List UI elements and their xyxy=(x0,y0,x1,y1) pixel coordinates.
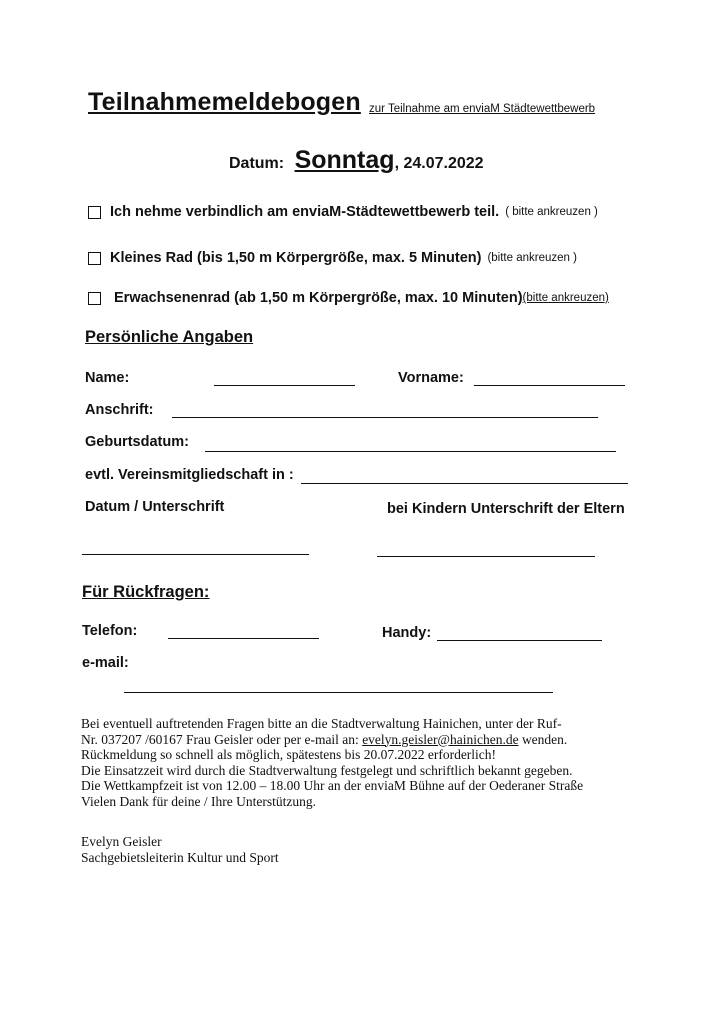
info-paragraph xyxy=(81,716,641,810)
vorname-field[interactable] xyxy=(474,385,625,386)
small-bike-checkbox[interactable] xyxy=(88,252,101,265)
info-line: Vielen Dank für deine / Ihre Unterstützung. xyxy=(81,793,316,809)
event-date xyxy=(229,146,484,175)
vorname-label: Vorname: xyxy=(398,370,464,386)
checkbox-label: Ich nehme verbindlich am enviaM-Städtewettbewerb teil. xyxy=(110,204,500,220)
telefon-field[interactable] xyxy=(168,638,319,639)
anschrift-field[interactable] xyxy=(172,417,598,418)
verein-field[interactable] xyxy=(301,483,628,484)
handy-field[interactable] xyxy=(437,640,602,641)
checkbox-label: Erwachsenenrad (ab 1,50 m Körpergröße, max. 10 Minuten) xyxy=(114,290,523,306)
info-text: wenden. xyxy=(521,731,568,747)
date-value: , 24.07.2022 xyxy=(394,155,484,172)
geburtsdatum-field[interactable] xyxy=(205,451,616,452)
checkbox-hint: ( bitte ankreuzen ) xyxy=(505,206,598,218)
geburtsdatum-label: Geburtsdatum: xyxy=(85,434,189,450)
checkbox-label: Kleines Rad (bis 1,50 m Körpergröße, max. 5 Minuten) xyxy=(110,250,482,266)
participation-checkbox[interactable] xyxy=(88,206,101,219)
info-line: Die Einsatzzeit wird durch die Stadtverwaltung festgelegt und schriftlich bekannt gegeben. xyxy=(81,762,573,778)
email-link[interactable]: evelyn.geisler@hainichen.de xyxy=(362,731,519,747)
parent-signature-field[interactable] xyxy=(377,556,595,557)
verein-label: evtl. Vereinsmitgliedschaft in : xyxy=(85,467,294,483)
checkbox-hint: (bitte ankreuzen) xyxy=(522,292,609,304)
checkbox-row-small-bike xyxy=(88,250,577,266)
checkbox-hint: (bitte ankreuzen ) xyxy=(487,252,577,264)
checkbox-row-participation xyxy=(88,204,598,220)
signature-field[interactable] xyxy=(82,554,309,555)
form-subtitle: zur Teilnahme am enviaM Städtewettbewerb xyxy=(369,103,596,115)
date-day: Sonntag xyxy=(294,146,395,174)
email-field[interactable] xyxy=(124,692,553,693)
signer-name: Evelyn Geisler xyxy=(81,834,162,849)
checkbox-row-adult-bike xyxy=(88,290,609,306)
handy-label: Handy: xyxy=(382,625,432,641)
info-line: Rückmeldung so schnell als möglich, spätestens bis 20.07.2022 erforderlich! xyxy=(81,747,497,763)
contact-heading: Für Rückfragen: xyxy=(82,583,210,601)
telefon-label: Telefon: xyxy=(82,623,138,639)
info-text: Nr. 037207 /60167 Frau Geisler oder per e-mail an: xyxy=(81,731,359,747)
datum-unterschrift-label: Datum / Unterschrift xyxy=(85,499,225,515)
adult-bike-checkbox[interactable] xyxy=(88,292,101,305)
signature-block xyxy=(81,834,279,865)
name-field[interactable] xyxy=(214,385,355,386)
personal-heading: Persönliche Angaben xyxy=(85,328,254,346)
info-line xyxy=(81,732,641,748)
date-label: Datum: xyxy=(229,155,285,172)
name-label: Name: xyxy=(85,370,130,386)
info-line: Die Wettkampfzeit ist von 12.00 – 18.00 Uhr an der enviaM Bühne auf der Oederaner Straße xyxy=(81,778,584,794)
form-title: Teilnahmemeldebogen xyxy=(88,88,361,116)
signer-title: Sachgebietsleiterin Kultur und Sport xyxy=(81,849,279,865)
eltern-unterschrift-label: bei Kindern Unterschrift der Eltern xyxy=(387,501,625,517)
info-line: Bei eventuell auftretenden Fragen bitte an die Stadtverwaltung Hainichen, unter der Ruf- xyxy=(81,716,562,731)
anschrift-label: Anschrift: xyxy=(85,402,154,418)
email-label: e-mail: xyxy=(82,655,129,671)
